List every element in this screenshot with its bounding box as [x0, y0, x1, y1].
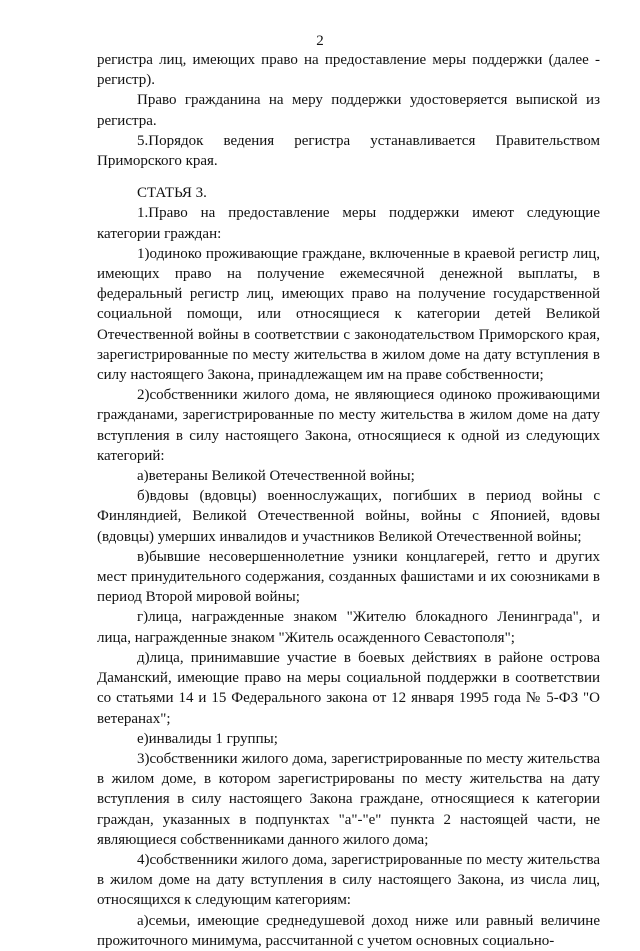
- paragraph: в)бывшие несовершеннолетние узники концлагерей, гетто и других мест принудительного содержания, созданных фашистами и их союзниками в период Второй мировой войны;: [97, 548, 600, 606]
- paragraph: е)инвалиды 1 группы;: [137, 730, 278, 747]
- paragraph: а)семьи, имеющие среднедушевой доход ниже или равный величине прожиточного минимума, рассчитанной с учетом основных социально-: [97, 912, 600, 949]
- paragraph: 5.Порядок ведения регистра устанавливается Правительством Приморского края.: [97, 132, 600, 170]
- paragraph: регистра лиц, имеющих право на предоставление меры поддержки (далее - регистр).: [97, 52, 600, 89]
- paragraph: 2)собственники жилого дома, не являющиеся одиноко проживающими гражданами, зарегистрированные по месту жительства в жилом доме на дату вступления в силу настоящего Закона, относящиеся к одной из следующих категорий:: [97, 387, 600, 464]
- document-body: [97, 50, 600, 951]
- paragraph: д)лица, принимавшие участие в боевых действиях в районе острова Даманский, имеющие право на меры социальной поддержки в соответствии со статьями 14 и 15 Федерального закона от 12 января 1995 года № 5-ФЗ "О ветеранах";: [97, 649, 600, 727]
- paragraph: г)лица, награжденные знаком "Жителю блокадного Ленинграда", и лица, награжденные знаком "Житель осажденного Севастополя";: [97, 609, 600, 646]
- paragraph: Право гражданина на меру поддержки удостоверяется выпиской из регистра.: [97, 92, 600, 129]
- paragraph: 1.Право на предоставление меры поддержки имеют следующие категории граждан:: [97, 205, 600, 242]
- paragraph: 4)собственники жилого дома, зарегистрированные по месту жительства в жилом доме на дату вступления в силу настоящего Закона, из числа лиц, относящихся к следующим категориям:: [97, 851, 600, 909]
- spacer: [97, 171, 600, 183]
- article-heading: СТАТЬЯ 3.: [137, 185, 207, 202]
- paragraph: а)ветераны Великой Отечественной войны;: [137, 468, 415, 485]
- paragraph: 1)одиноко проживающие граждане, включенные в краевой регистр лиц, имеющих право на получение ежемесячной денежной выплаты, в федеральный регистр лиц, имеющих право на получение государственной социальной помощи, или относящиеся к категории детей Великой Отечественной войны в соответствии с законодательством Приморского края, зарегистрированные по месту жительства в жилом доме на дату вступления в силу настоящего Закона, принадлежащем им на праве собственности;: [97, 245, 600, 384]
- page-number: 2: [316, 33, 324, 49]
- paragraph: 3)собственники жилого дома, зарегистрированные по месту жительства в жилом доме, в котором зарегистрированы по месту жительства на дату вступления в силу настоящего Закона граждане, относящиеся к категории граждан, указанных в подпунктах "а"-"е" пункта 2 настоящей части, не являющиеся собственниками данного жилого дома;: [97, 750, 600, 848]
- paragraph: б)вдовы (вдовцы) военнослужащих, погибших в период войны с Финляндией, Великой Отечественной войны, войны с Японией, вдовы (вдовцы) умерших инвалидов и участников Великой Отечественной войны;: [97, 488, 600, 545]
